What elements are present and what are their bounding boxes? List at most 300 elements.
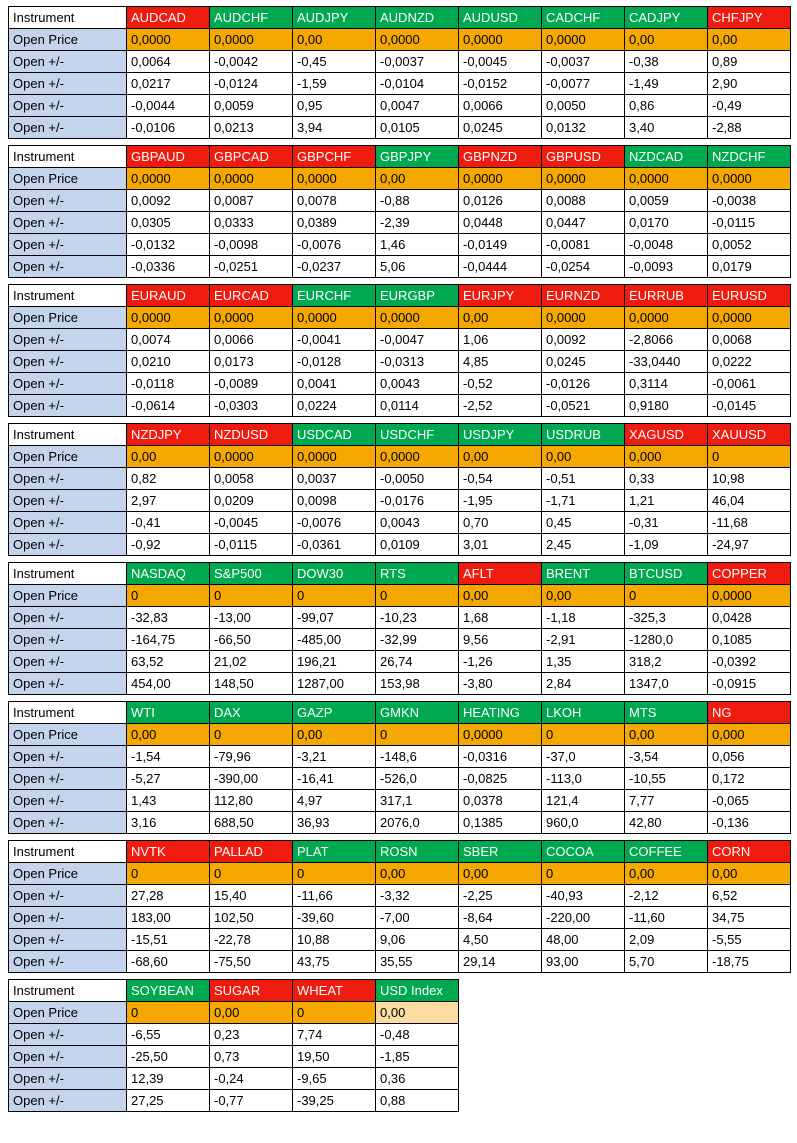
value-cell: 0,0066	[210, 329, 293, 351]
value-cell: 3,01	[459, 534, 542, 556]
table-row	[9, 746, 791, 768]
instrument-name-cell[interactable]: PLAT	[293, 841, 376, 863]
value-cell: -0,0045	[459, 51, 542, 73]
open-price-cell: 0	[376, 585, 459, 607]
open-price-cell: 0,00	[127, 724, 210, 746]
instrument-name-cell[interactable]: GBPNZD	[459, 146, 542, 168]
value-cell: 1,43	[127, 790, 210, 812]
open-price-cell: 0	[708, 446, 791, 468]
instrument-block	[8, 284, 791, 417]
open-change-label: Open +/-	[9, 812, 127, 834]
instrument-name-cell[interactable]: COCOA	[542, 841, 625, 863]
open-price-cell: 0,0000	[459, 168, 542, 190]
open-price-cell: 0,00	[210, 1002, 293, 1024]
value-cell: -0,0915	[708, 673, 791, 695]
value-cell: 454,00	[127, 673, 210, 695]
value-cell: -0,49	[708, 95, 791, 117]
open-price-cell: 0	[127, 585, 210, 607]
instrument-header-row	[9, 7, 791, 29]
open-price-cell: 0	[210, 863, 293, 885]
open-price-cell: 0,0000	[376, 307, 459, 329]
value-cell: 0,86	[625, 95, 708, 117]
open-price-cell: 0,0000	[293, 446, 376, 468]
instrument-name-cell[interactable]: CHFJPY	[708, 7, 791, 29]
instrument-name-cell[interactable]: USDJPY	[459, 424, 542, 446]
open-price-cell: 0,0000	[210, 29, 293, 51]
instrument-name-cell[interactable]: PALLAD	[210, 841, 293, 863]
instrument-name-cell[interactable]: AUDJPY	[293, 7, 376, 29]
value-cell: -32,83	[127, 607, 210, 629]
open-price-cell: 0,00	[376, 863, 459, 885]
open-price-cell: 0	[127, 1002, 210, 1024]
instrument-name-cell[interactable]: ROSN	[376, 841, 459, 863]
open-price-row	[9, 724, 791, 746]
value-cell: 317,1	[376, 790, 459, 812]
open-price-cell: 0	[625, 585, 708, 607]
open-price-label: Open Price	[9, 29, 127, 51]
value-cell: 0,056	[708, 746, 791, 768]
instrument-name-cell[interactable]: BTCUSD	[625, 563, 708, 585]
value-cell: 2,84	[542, 673, 625, 695]
open-change-label: Open +/-	[9, 607, 127, 629]
table-row	[9, 812, 791, 834]
value-cell: -164,75	[127, 629, 210, 651]
value-cell: -39,25	[293, 1090, 376, 1112]
value-cell: -485,00	[293, 629, 376, 651]
instrument-label: Instrument	[9, 285, 127, 307]
value-cell: 0,0305	[127, 212, 210, 234]
instrument-name-cell[interactable]: DOW30	[293, 563, 376, 585]
open-price-cell: 0,00	[127, 446, 210, 468]
instrument-name-cell[interactable]: COFFEE	[625, 841, 708, 863]
value-cell: 0,0037	[293, 468, 376, 490]
value-cell: 121,4	[542, 790, 625, 812]
value-cell: 2,09	[625, 929, 708, 951]
value-cell: 0,3114	[625, 373, 708, 395]
value-cell: -0,0106	[127, 117, 210, 139]
value-cell: -220,00	[542, 907, 625, 929]
value-cell: -10,55	[625, 768, 708, 790]
value-cell: 0,9180	[625, 395, 708, 417]
instrument-name-cell[interactable]: NASDAQ	[127, 563, 210, 585]
instrument-header-row	[9, 424, 791, 446]
value-cell: 42,80	[625, 812, 708, 834]
value-cell: -0,0614	[127, 395, 210, 417]
value-cell: 63,52	[127, 651, 210, 673]
value-cell: -32,99	[376, 629, 459, 651]
value-cell: 0,0448	[459, 212, 542, 234]
instrument-name-cell[interactable]: NVTK	[127, 841, 210, 863]
instrument-name-cell[interactable]: USD Index	[376, 980, 459, 1002]
instrument-header-row	[9, 841, 791, 863]
open-price-row	[9, 863, 791, 885]
value-cell: 0,0126	[459, 190, 542, 212]
value-cell: 4,85	[459, 351, 542, 373]
instrument-name-cell[interactable]: HEATING	[459, 702, 542, 724]
instrument-name-cell[interactable]: XAGUSD	[625, 424, 708, 446]
open-price-cell: 0,0000	[708, 307, 791, 329]
instrument-name-cell[interactable]: USDRUB	[542, 424, 625, 446]
instrument-name-cell[interactable]: AUDUSD	[459, 7, 542, 29]
instrument-block	[8, 701, 791, 834]
instrument-name-cell[interactable]: AFLT	[459, 563, 542, 585]
value-cell: 688,50	[210, 812, 293, 834]
table-row	[9, 1024, 459, 1046]
open-price-label: Open Price	[9, 585, 127, 607]
value-cell: 27,28	[127, 885, 210, 907]
value-cell: -5,27	[127, 768, 210, 790]
instrument-name-cell[interactable]: NG	[708, 702, 791, 724]
open-change-label: Open +/-	[9, 790, 127, 812]
open-price-cell: 0,00	[459, 585, 542, 607]
value-cell: 0,1385	[459, 812, 542, 834]
instrument-block	[8, 562, 791, 695]
instrument-name-cell[interactable]: EURCHF	[293, 285, 376, 307]
value-cell: -0,0145	[708, 395, 791, 417]
value-cell: 26,74	[376, 651, 459, 673]
instrument-name-cell[interactable]: CADJPY	[625, 7, 708, 29]
open-change-label: Open +/-	[9, 117, 127, 139]
open-price-cell: 0,000	[708, 724, 791, 746]
instrument-name-cell[interactable]: USDCHF	[376, 424, 459, 446]
value-cell: 318,2	[625, 651, 708, 673]
value-cell: 1,68	[459, 607, 542, 629]
value-cell: 29,14	[459, 951, 542, 973]
value-cell: 1,46	[376, 234, 459, 256]
open-change-label: Open +/-	[9, 673, 127, 695]
instrument-label: Instrument	[9, 702, 127, 724]
instrument-name-cell[interactable]: CADCHF	[542, 7, 625, 29]
open-price-cell: 0,000	[625, 446, 708, 468]
value-cell: -0,0104	[376, 73, 459, 95]
value-cell: -0,0392	[708, 651, 791, 673]
instrument-name-cell[interactable]: NZDUSD	[210, 424, 293, 446]
value-cell: -15,51	[127, 929, 210, 951]
value-cell: -40,93	[542, 885, 625, 907]
value-cell: 27,25	[127, 1090, 210, 1112]
instrument-name-cell[interactable]: EURRUB	[625, 285, 708, 307]
value-cell: -3,32	[376, 885, 459, 907]
value-cell: 0,0050	[542, 95, 625, 117]
value-cell: -13,00	[210, 607, 293, 629]
value-cell: -0,0361	[293, 534, 376, 556]
value-cell: -0,0089	[210, 373, 293, 395]
instrument-name-cell[interactable]: CORN	[708, 841, 791, 863]
instrument-name-cell[interactable]: SBER	[459, 841, 542, 863]
open-price-cell: 0,0000	[376, 29, 459, 51]
instrument-name-cell[interactable]: AUDCHF	[210, 7, 293, 29]
open-price-label: Open Price	[9, 168, 127, 190]
value-cell: -0,0126	[542, 373, 625, 395]
value-cell: 153,98	[376, 673, 459, 695]
value-cell: 93,00	[542, 951, 625, 973]
value-cell: -0,0042	[210, 51, 293, 73]
instrument-name-cell[interactable]: AUDNZD	[376, 7, 459, 29]
value-cell: 35,55	[376, 951, 459, 973]
value-cell: 0,0043	[376, 373, 459, 395]
table-row	[9, 607, 791, 629]
table-row	[9, 468, 791, 490]
open-change-label: Open +/-	[9, 329, 127, 351]
instrument-name-cell[interactable]: MTS	[625, 702, 708, 724]
value-cell: -8,64	[459, 907, 542, 929]
value-cell: -526,0	[376, 768, 459, 790]
value-cell: -3,80	[459, 673, 542, 695]
value-cell: 7,77	[625, 790, 708, 812]
table-row	[9, 1090, 459, 1112]
instrument-name-cell[interactable]: GBPCHF	[293, 146, 376, 168]
table-row	[9, 373, 791, 395]
table-row	[9, 51, 791, 73]
value-cell: 0,0052	[708, 234, 791, 256]
value-cell: -10,23	[376, 607, 459, 629]
value-cell: 3,16	[127, 812, 210, 834]
value-cell: -0,24	[210, 1068, 293, 1090]
value-cell: -0,52	[459, 373, 542, 395]
open-change-label: Open +/-	[9, 929, 127, 951]
instrument-name-cell[interactable]: NZDCAD	[625, 146, 708, 168]
table-row	[9, 117, 791, 139]
value-cell: -2,39	[376, 212, 459, 234]
instrument-name-cell[interactable]: RTS	[376, 563, 459, 585]
open-change-label: Open +/-	[9, 351, 127, 373]
value-cell: 1347,0	[625, 673, 708, 695]
instrument-name-cell[interactable]: SUGAR	[210, 980, 293, 1002]
open-price-cell: 0,0000	[376, 446, 459, 468]
instrument-name-cell[interactable]: NZDJPY	[127, 424, 210, 446]
value-cell: 196,21	[293, 651, 376, 673]
value-cell: -2,88	[708, 117, 791, 139]
value-cell: 0,0066	[459, 95, 542, 117]
value-cell: 0,0074	[127, 329, 210, 351]
table-row	[9, 329, 791, 351]
value-cell: -0,0041	[293, 329, 376, 351]
instrument-name-cell[interactable]: COPPER	[708, 563, 791, 585]
open-price-cell: 0,00	[542, 446, 625, 468]
instrument-header-row	[9, 980, 459, 1002]
table-row	[9, 951, 791, 973]
instrument-block	[8, 840, 791, 973]
open-change-label: Open +/-	[9, 234, 127, 256]
open-price-cell: 0,00	[625, 724, 708, 746]
value-cell: 2,97	[127, 490, 210, 512]
value-cell: -1,54	[127, 746, 210, 768]
value-cell: 0,89	[708, 51, 791, 73]
open-price-cell: 0,00	[293, 724, 376, 746]
instrument-block	[8, 423, 791, 556]
value-cell: -0,0093	[625, 256, 708, 278]
instrument-name-cell[interactable]: BRENT	[542, 563, 625, 585]
value-cell: -0,0076	[293, 234, 376, 256]
open-price-cell: 0,0000	[210, 168, 293, 190]
value-cell: -0,0081	[542, 234, 625, 256]
value-cell: -66,50	[210, 629, 293, 651]
open-price-row	[9, 29, 791, 51]
table-row	[9, 534, 791, 556]
instrument-name-cell[interactable]: GBPUSD	[542, 146, 625, 168]
value-cell: 0,23	[210, 1024, 293, 1046]
value-cell: 183,00	[127, 907, 210, 929]
value-cell: -0,0825	[459, 768, 542, 790]
open-change-label: Open +/-	[9, 512, 127, 534]
value-cell: 0,0059	[625, 190, 708, 212]
instrument-name-cell[interactable]: GBPCAD	[210, 146, 293, 168]
value-cell: -1,85	[376, 1046, 459, 1068]
instrument-name-cell[interactable]: USDCAD	[293, 424, 376, 446]
instrument-name-cell[interactable]: EURAUD	[127, 285, 210, 307]
open-price-row	[9, 446, 791, 468]
value-cell: 0,0210	[127, 351, 210, 373]
value-cell: -0,0444	[459, 256, 542, 278]
value-cell: -0,88	[376, 190, 459, 212]
open-price-cell: 0,0000	[542, 168, 625, 190]
value-cell: 0,0245	[459, 117, 542, 139]
value-cell: 0,33	[625, 468, 708, 490]
open-change-label: Open +/-	[9, 95, 127, 117]
open-price-row	[9, 307, 791, 329]
value-cell: 0,0209	[210, 490, 293, 512]
value-cell: 0,0213	[210, 117, 293, 139]
value-cell: -0,77	[210, 1090, 293, 1112]
value-cell: 1,06	[459, 329, 542, 351]
open-price-cell: 0,0000	[127, 29, 210, 51]
value-cell: 7,74	[293, 1024, 376, 1046]
instrument-header-row	[9, 702, 791, 724]
open-price-cell: 0,00	[293, 29, 376, 51]
value-cell: -0,0237	[293, 256, 376, 278]
instrument-name-cell[interactable]: NZDCHF	[708, 146, 791, 168]
open-change-label: Open +/-	[9, 73, 127, 95]
open-price-cell: 0	[210, 724, 293, 746]
instrument-name-cell[interactable]: GBPAUD	[127, 146, 210, 168]
value-cell: -325,3	[625, 607, 708, 629]
instrument-name-cell[interactable]: GAZP	[293, 702, 376, 724]
value-cell: -0,0316	[459, 746, 542, 768]
value-cell: 0,0041	[293, 373, 376, 395]
value-cell: 0,0043	[376, 512, 459, 534]
value-cell: 960,0	[542, 812, 625, 834]
table-row	[9, 907, 791, 929]
instrument-name-cell[interactable]: EURUSD	[708, 285, 791, 307]
value-cell: -0,45	[293, 51, 376, 73]
value-cell: -0,0037	[542, 51, 625, 73]
value-cell: -390,00	[210, 768, 293, 790]
value-cell: -39,60	[293, 907, 376, 929]
open-change-label: Open +/-	[9, 534, 127, 556]
value-cell: 43,75	[293, 951, 376, 973]
table-row	[9, 212, 791, 234]
open-price-cell: 0	[293, 1002, 376, 1024]
value-cell: 0,95	[293, 95, 376, 117]
value-cell: -24,97	[708, 534, 791, 556]
value-cell: 2,90	[708, 73, 791, 95]
value-cell: 0,0047	[376, 95, 459, 117]
value-cell: 0,0068	[708, 329, 791, 351]
value-cell: 0,0087	[210, 190, 293, 212]
value-cell: -33,0440	[625, 351, 708, 373]
value-cell: 0,0092	[127, 190, 210, 212]
instrument-block	[8, 979, 459, 1112]
value-cell: -1,18	[542, 607, 625, 629]
instrument-name-cell[interactable]: XAUUSD	[708, 424, 791, 446]
instrument-label: Instrument	[9, 424, 127, 446]
value-cell: 34,75	[708, 907, 791, 929]
instrument-name-cell[interactable]: EURJPY	[459, 285, 542, 307]
instrument-name-cell[interactable]: GMKN	[376, 702, 459, 724]
value-cell: 46,04	[708, 490, 791, 512]
value-cell: -0,0124	[210, 73, 293, 95]
value-cell: 6,52	[708, 885, 791, 907]
value-cell: 0,0105	[376, 117, 459, 139]
open-price-label: Open Price	[9, 863, 127, 885]
open-change-label: Open +/-	[9, 1068, 127, 1090]
value-cell: 0,0059	[210, 95, 293, 117]
value-cell: 0,0114	[376, 395, 459, 417]
value-cell: 148,50	[210, 673, 293, 695]
table-row	[9, 1046, 459, 1068]
instrument-name-cell[interactable]: WHEAT	[293, 980, 376, 1002]
open-change-label: Open +/-	[9, 468, 127, 490]
open-price-cell: 0,00	[459, 863, 542, 885]
value-cell: -2,25	[459, 885, 542, 907]
value-cell: -79,96	[210, 746, 293, 768]
open-price-label: Open Price	[9, 307, 127, 329]
value-cell: 36,93	[293, 812, 376, 834]
instrument-header-row	[9, 285, 791, 307]
instrument-name-cell[interactable]: GBPJPY	[376, 146, 459, 168]
instrument-name-cell[interactable]: EURNZD	[542, 285, 625, 307]
value-cell: 0,0173	[210, 351, 293, 373]
instrument-name-cell[interactable]: DAX	[210, 702, 293, 724]
open-price-cell: 0	[542, 724, 625, 746]
instrument-block	[8, 145, 791, 278]
instrument-name-cell[interactable]: SOYBEAN	[127, 980, 210, 1002]
open-price-cell: 0,00	[459, 446, 542, 468]
value-cell: -1,59	[293, 73, 376, 95]
value-cell: -0,0115	[708, 212, 791, 234]
open-price-cell: 0,0000	[625, 168, 708, 190]
value-cell: 15,40	[210, 885, 293, 907]
value-cell: 0,70	[459, 512, 542, 534]
value-cell: -7,00	[376, 907, 459, 929]
instrument-name-cell[interactable]: LKOH	[542, 702, 625, 724]
open-price-row	[9, 168, 791, 190]
instrument-name-cell[interactable]: AUDCAD	[127, 7, 210, 29]
value-cell: -0,0038	[708, 190, 791, 212]
value-cell: 0,0064	[127, 51, 210, 73]
value-cell: -0,0044	[127, 95, 210, 117]
instrument-name-cell[interactable]: EURCAD	[210, 285, 293, 307]
value-cell: -9,65	[293, 1068, 376, 1090]
open-price-cell: 0,0000	[459, 29, 542, 51]
table-row	[9, 512, 791, 534]
value-cell: 5,06	[376, 256, 459, 278]
open-price-cell: 0,0000	[542, 307, 625, 329]
value-cell: 0,36	[376, 1068, 459, 1090]
open-price-cell: 0	[293, 585, 376, 607]
value-cell: 0,0170	[625, 212, 708, 234]
value-cell: 9,56	[459, 629, 542, 651]
value-cell: -3,54	[625, 746, 708, 768]
instrument-block	[8, 6, 791, 139]
value-cell: 5,70	[625, 951, 708, 973]
instrument-name-cell[interactable]: S&P500	[210, 563, 293, 585]
instrument-name-cell[interactable]: WTI	[127, 702, 210, 724]
table-row	[9, 790, 791, 812]
table-row	[9, 673, 791, 695]
value-cell: 0,0389	[293, 212, 376, 234]
instrument-name-cell[interactable]: EURGBP	[376, 285, 459, 307]
